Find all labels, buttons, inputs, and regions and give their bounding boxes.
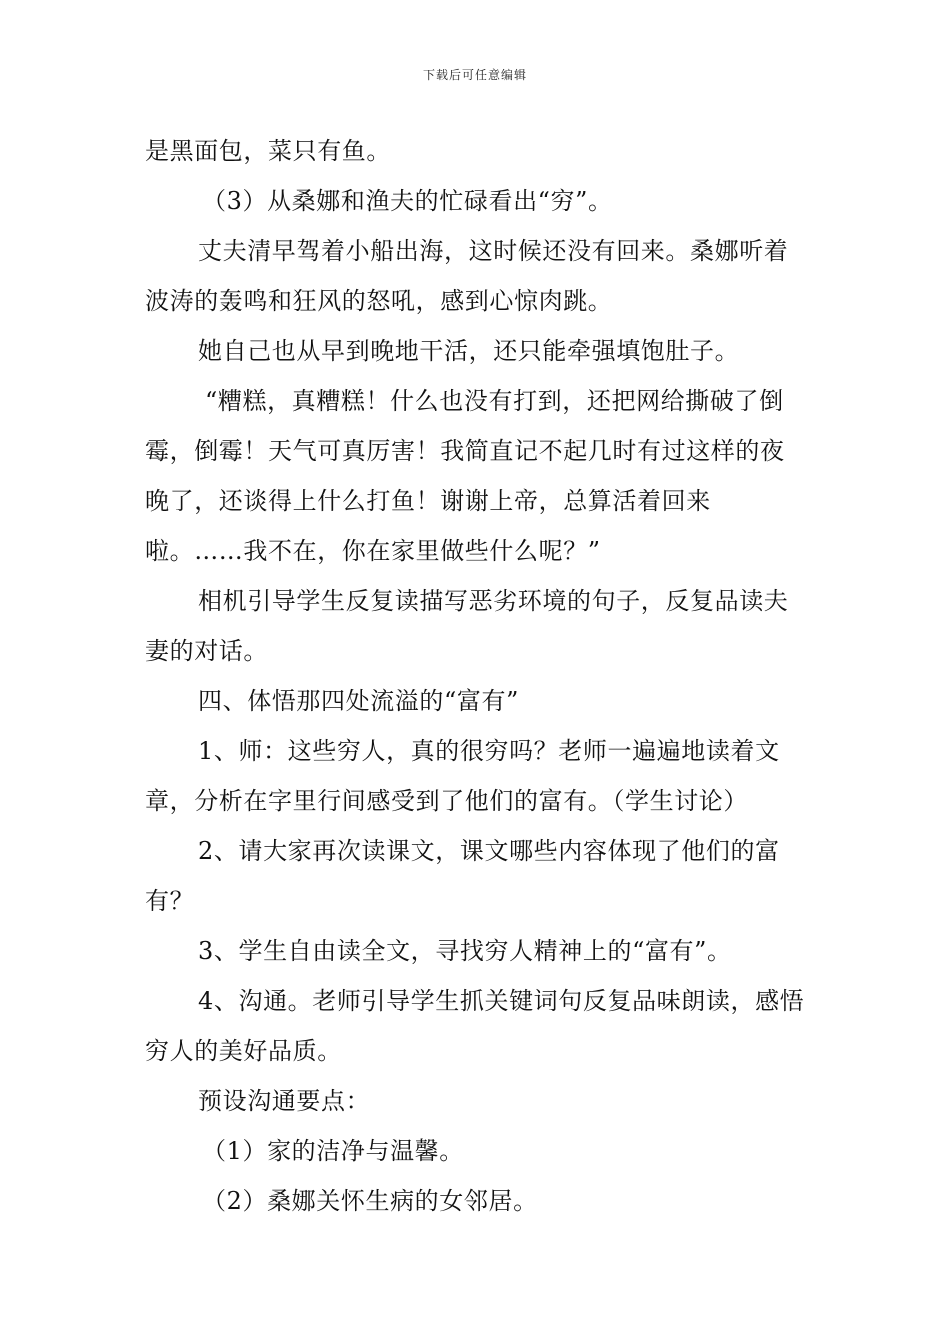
paragraph-husband-at-sea: 丈夫清早驾着小船出海，这时候还没有回来。桑娜听着波涛的轰鸣和狂风的怒吼，感到心惊肉跳。 (145, 237, 789, 315)
paragraph-key-points: 预设沟通要点： (198, 1087, 371, 1115)
paragraph-item-4: 4、沟通。老师引导学生抓关键词句反复品味朗读，感悟穷人的美好品质。 (145, 987, 805, 1065)
paragraph-point-2: （2）桑娜关怀生病的女邻居。 (202, 1187, 538, 1215)
section-heading-four: 四、体悟那四处流溢的“富有” (198, 687, 519, 715)
document-body (145, 126, 809, 1226)
paragraph-item-1: 1、师：这些穷人，真的很穷吗？老师一遍遍地读着文章，分析在字里行间感受到了他们的富有。（学生讨论） (145, 737, 780, 815)
paragraph-subpoint-3: （3）从桑娜和渔夫的忙碌看出“穷”。 (202, 187, 613, 215)
paragraph-item-3: 3、学生自由读全文，寻找穷人精神上的“富有”。 (198, 937, 732, 965)
paragraph-continuation: 是黑面包，菜只有鱼。 (145, 137, 391, 165)
paragraph-guide-reading: 相机引导学生反复读描写恶劣环境的句子，反复品读夫妻的对话。 (145, 587, 789, 665)
paragraph-point-1: （1）家的洁净与温馨。 (202, 1137, 464, 1165)
paragraph-sangna-work: 她自己也从早到晚地干活，还只能牵强填饱肚子。 (198, 337, 740, 365)
page-header: 下载后可任意编辑 (422, 68, 527, 82)
paragraph-item-2: 2、请大家再次读课文，课文哪些内容体现了他们的富有？ (145, 837, 780, 915)
paragraph-fisherman-quote: “糟糕，真糟糕！什么也没有打到，还把网给撕破了倒霉，倒霉！天气可真厉害！我简直记不起几时有过这样的夜晚了，还谈得上什么打鱼！谢谢上帝，总算活着回来啦。……我不在，你在家里做些什么呢？” (145, 387, 785, 565)
